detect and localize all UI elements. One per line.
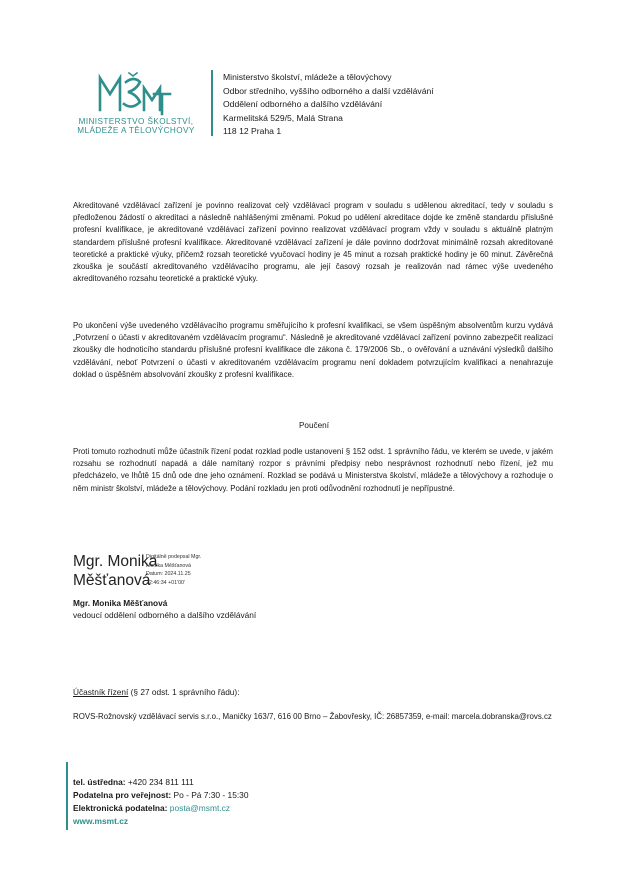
participants-title-rest: (§ 27 odst. 1 správního řádu):: [128, 687, 240, 697]
paragraph-accreditation: Akreditované vzdělávací zařízení je povinno realizovat celý vzdělávací program v souladu s udělenou akreditací, tedy v souladu s předloženou žádostí o akreditaci a následně nahlášenými změnami. Pokud po udělení akreditace dojde ke změně standardu příslušné profesní kvalifikace, je akreditované vzdělávací zařízení povinno realizovat vzdělávací program vždy v souladu s aktuálně platným standardem příslušné profesní kvalifikace. Akreditované vzdělávací zařízení je dále povinno dodržovat minimálně rozsah akreditované teoretické a praktické výuky, přičemž rozsah teoretické vyučovací hodiny je 45 minut a rozsah praktické hodiny je 60 minut. Závěrečná zkouška je součástí akreditovaného vzdělávacího programu, ale její časový rozsah je realizován nad rámec výše uvedeného akreditovaného rozsahu teoretické a praktické výuky.: [73, 201, 553, 284]
footer-office-value: Po - Pá 7:30 - 15:30: [171, 790, 249, 800]
header-line: Oddělení odborného a dalšího vzdělávání: [223, 99, 383, 109]
digital-signature-info: [146, 553, 201, 587]
footer-phone-value: +420 234 811 111: [125, 777, 194, 787]
header-line: Karmelitská 529/5, Malá Strana: [223, 112, 343, 123]
footer-phone: [73, 776, 249, 789]
footer-web: [73, 815, 249, 828]
footer-divider: [66, 762, 68, 830]
msmt-logo-icon: [66, 70, 206, 118]
signature-meta-line: Monika Měšťanová: [146, 562, 191, 569]
signature-meta-line: Datum: 2024.11.25: [146, 571, 191, 578]
participants-title: [73, 687, 240, 697]
footer-email-link[interactable]: posta@msmt.cz: [167, 803, 230, 813]
signature-name: [73, 552, 157, 590]
logo-line-2: MLÁDEŽE A TĚLOVÝCHOVY: [77, 126, 195, 135]
section-heading-pouceni: Poučení: [298, 421, 330, 430]
footer-office-hours: [73, 789, 249, 802]
footer-web-link[interactable]: www.msmt.cz: [73, 816, 129, 826]
signature-name-line-2: Měšťanová: [73, 572, 151, 589]
footer-phone-label: tel. ústředna:: [73, 777, 126, 787]
header-line: Odbor středního, vyššího odborného a další vzdělávání: [223, 85, 434, 96]
header-line: Ministerstvo školství, mládeže a tělovýchovy: [223, 72, 392, 82]
footer-email-label: Elektronická podatelna:: [73, 803, 168, 813]
footer-contacts: [73, 776, 249, 828]
signer-name: Mgr. Monika Měšťanová: [73, 598, 168, 608]
signature-meta-line: 22:46:34 +01'00': [146, 579, 185, 586]
header-divider: [211, 70, 213, 136]
signer-role: vedoucí oddělení odborného a dalšího vzdělávání: [73, 610, 257, 620]
participants-title-underlined: Účastník řízení: [73, 687, 129, 697]
footer-office-label: Podatelna pro veřejnost:: [73, 790, 172, 800]
logo-line-1: MINISTERSTVO ŠKOLSTVÍ,: [78, 117, 194, 126]
paragraph-appeal: Proti tomuto rozhodnutí může účastník řízení podat rozklad podle ustanovení § 152 odst. 1 správního řádu, ve kterém se uvede, v jakém rozsahu se rozhodnutí napadá a dále namítaný rozpor s právními předpisy nebo nesprávnost rozhodnutí nebo řízení, jež mu předcházelo, ve lhůtě 15 dnů ode dne jeho oznámení. Rozklad se podává u Ministerstva školství, mládeže a tělovýchovy a rozhoduje o něm ministr školství, mládeže a tělovýchovy. Podání rozkladu jen proti odůvodnění rozhodnutí je nepřípustné.: [73, 447, 553, 493]
signature-name-line-1: Mgr. Monika: [73, 553, 158, 570]
header-line: 118 12 Praha 1: [223, 126, 282, 136]
signature-meta-line: Digitálně podepsal Mgr.: [146, 554, 202, 560]
paragraph-certificate: Po ukončení výše uvedeného vzdělávacího programu směřujícího k profesní kvalifikaci, se všem úspěšným absolventům kurzu vydává „Potvrzení o účasti v akreditovaném vzdělávacím programu“. Následně je akreditované vzdělávací zařízení povinno zabezpečit realizaci zkoušky dle hodnoticího standardu příslušné profesní kvalifikace dle zákona č. 179/2006 Sb., o ověřování a uznávání výsledků dalšího vzdělávání, neboť Potvrzení o účasti v akreditovaném vzdělávacím programu není dokladem potvrzujícím kvalifikaci a nenahrazuje doklad o úspěšném absolvování zkoušky z profesní kvalifikace.: [73, 321, 553, 379]
participant-details: ROVS-Rožnovský vzdělávací servis s.r.o., Maničky 163/7, 616 00 Brno – Žabovřesky, IČ: 26857359, e-mail: marcela.dobranska@rovs.cz: [73, 712, 552, 721]
ministry-logo: [66, 70, 206, 140]
footer-email: [73, 802, 249, 815]
sender-address: [223, 71, 434, 139]
